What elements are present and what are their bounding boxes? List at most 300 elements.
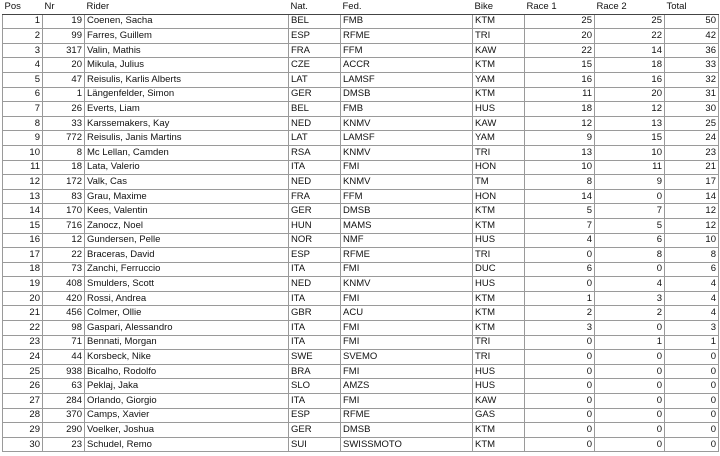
cell-fed: SVEMO <box>341 350 473 365</box>
header-bike: Bike <box>473 0 525 14</box>
cell-rider: Peklaj, Jaka <box>85 379 289 394</box>
table-row <box>3 175 719 190</box>
cell-rider: Valin, Mathis <box>85 43 289 58</box>
cell-rider: Schudel, Remo <box>85 437 289 452</box>
cell-race2: 0 <box>595 437 665 452</box>
cell-rider: Coenen, Sacha <box>85 14 289 29</box>
cell-nr: 44 <box>43 350 85 365</box>
cell-nr: 98 <box>43 321 85 336</box>
cell-race1: 0 <box>525 277 595 292</box>
cell-race2: 12 <box>595 102 665 117</box>
cell-total: 10 <box>665 233 719 248</box>
cell-total: 24 <box>665 131 719 146</box>
cell-nat: NED <box>289 277 341 292</box>
cell-pos: 4 <box>3 58 43 73</box>
cell-rider: Camps, Xavier <box>85 408 289 423</box>
cell-race1: 15 <box>525 58 595 73</box>
table-row <box>3 218 719 233</box>
cell-total: 12 <box>665 218 719 233</box>
cell-nr: 63 <box>43 379 85 394</box>
cell-nat: ITA <box>289 262 341 277</box>
cell-nat: NED <box>289 116 341 131</box>
cell-bike: TRI <box>473 145 525 160</box>
cell-fed: FMB <box>341 102 473 117</box>
cell-nat: FRA <box>289 189 341 204</box>
cell-nat: GER <box>289 204 341 219</box>
cell-nr: 12 <box>43 233 85 248</box>
cell-bike: KTM <box>473 291 525 306</box>
cell-race2: 0 <box>595 423 665 438</box>
cell-fed: DMSB <box>341 204 473 219</box>
cell-race1: 18 <box>525 102 595 117</box>
cell-total: 42 <box>665 29 719 44</box>
table-row <box>3 306 719 321</box>
header-total: Total <box>665 0 719 14</box>
cell-nat: BEL <box>289 14 341 29</box>
cell-nr: 47 <box>43 72 85 87</box>
cell-nr: 26 <box>43 102 85 117</box>
cell-bike: TRI <box>473 335 525 350</box>
cell-rider: Zanchi, Ferruccio <box>85 262 289 277</box>
cell-race2: 0 <box>595 189 665 204</box>
table-row <box>3 131 719 146</box>
cell-total: 0 <box>665 364 719 379</box>
cell-pos: 9 <box>3 131 43 146</box>
cell-rider: Everts, Liam <box>85 102 289 117</box>
cell-pos: 21 <box>3 306 43 321</box>
cell-total: 23 <box>665 145 719 160</box>
cell-pos: 27 <box>3 394 43 409</box>
cell-total: 8 <box>665 248 719 263</box>
table-row <box>3 189 719 204</box>
cell-total: 50 <box>665 14 719 29</box>
table-row <box>3 321 719 336</box>
cell-race2: 5 <box>595 218 665 233</box>
cell-fed: FMI <box>341 160 473 175</box>
cell-race2: 22 <box>595 29 665 44</box>
cell-pos: 7 <box>3 102 43 117</box>
cell-rider: Grau, Maxime <box>85 189 289 204</box>
cell-race1: 7 <box>525 218 595 233</box>
table-row <box>3 248 719 263</box>
table-row <box>3 72 719 87</box>
cell-nr: 33 <box>43 116 85 131</box>
header-row <box>3 0 719 14</box>
cell-bike: HON <box>473 189 525 204</box>
cell-total: 4 <box>665 306 719 321</box>
cell-fed: LAMSF <box>341 72 473 87</box>
cell-total: 33 <box>665 58 719 73</box>
cell-fed: FMB <box>341 14 473 29</box>
cell-total: 17 <box>665 175 719 190</box>
cell-fed: FMI <box>341 321 473 336</box>
cell-race1: 22 <box>525 43 595 58</box>
cell-nr: 170 <box>43 204 85 219</box>
cell-race2: 3 <box>595 291 665 306</box>
cell-race1: 6 <box>525 262 595 277</box>
cell-nat: HUN <box>289 218 341 233</box>
table-row <box>3 102 719 117</box>
cell-rider: Zanocz, Noel <box>85 218 289 233</box>
cell-race2: 0 <box>595 262 665 277</box>
cell-fed: SWISSMOTO <box>341 437 473 452</box>
cell-bike: TRI <box>473 350 525 365</box>
cell-fed: RFME <box>341 408 473 423</box>
cell-rider: Mc Lellan, Camden <box>85 145 289 160</box>
cell-bike: KTM <box>473 58 525 73</box>
cell-bike: KTM <box>473 218 525 233</box>
cell-pos: 18 <box>3 262 43 277</box>
cell-race1: 5 <box>525 204 595 219</box>
cell-pos: 19 <box>3 277 43 292</box>
cell-race1: 12 <box>525 116 595 131</box>
cell-nr: 408 <box>43 277 85 292</box>
cell-pos: 11 <box>3 160 43 175</box>
cell-fed: KNMV <box>341 175 473 190</box>
cell-nr: 716 <box>43 218 85 233</box>
table-row <box>3 437 719 452</box>
cell-nr: 420 <box>43 291 85 306</box>
cell-race2: 16 <box>595 72 665 87</box>
cell-rider: Rossi, Andrea <box>85 291 289 306</box>
cell-total: 0 <box>665 408 719 423</box>
cell-total: 36 <box>665 43 719 58</box>
table-row <box>3 204 719 219</box>
cell-race2: 0 <box>595 394 665 409</box>
cell-fed: RFME <box>341 29 473 44</box>
cell-bike: KTM <box>473 306 525 321</box>
cell-race1: 2 <box>525 306 595 321</box>
cell-nat: SWE <box>289 350 341 365</box>
cell-pos: 25 <box>3 364 43 379</box>
cell-race2: 10 <box>595 145 665 160</box>
cell-total: 32 <box>665 72 719 87</box>
table-row <box>3 335 719 350</box>
cell-race2: 15 <box>595 131 665 146</box>
cell-pos: 30 <box>3 437 43 452</box>
cell-nr: 83 <box>43 189 85 204</box>
cell-bike: KTM <box>473 87 525 102</box>
cell-race1: 0 <box>525 408 595 423</box>
cell-nat: ESP <box>289 248 341 263</box>
cell-bike: KAW <box>473 116 525 131</box>
cell-race1: 3 <box>525 321 595 336</box>
table-row <box>3 277 719 292</box>
cell-rider: Korsbeck, Nike <box>85 350 289 365</box>
cell-rider: Orlando, Giorgio <box>85 394 289 409</box>
cell-rider: Mikula, Julius <box>85 58 289 73</box>
cell-bike: KTM <box>473 321 525 336</box>
cell-nat: GBR <box>289 306 341 321</box>
cell-pos: 1 <box>3 14 43 29</box>
header-pos: Pos <box>3 0 43 14</box>
cell-total: 6 <box>665 262 719 277</box>
cell-race1: 11 <box>525 87 595 102</box>
cell-total: 30 <box>665 102 719 117</box>
cell-race2: 0 <box>595 364 665 379</box>
cell-bike: HUS <box>473 277 525 292</box>
cell-fed: FMI <box>341 262 473 277</box>
cell-pos: 6 <box>3 87 43 102</box>
cell-race1: 0 <box>525 394 595 409</box>
cell-nat: NED <box>289 175 341 190</box>
cell-fed: FFM <box>341 189 473 204</box>
cell-nr: 18 <box>43 160 85 175</box>
cell-race2: 0 <box>595 408 665 423</box>
cell-race2: 18 <box>595 58 665 73</box>
cell-race2: 0 <box>595 379 665 394</box>
cell-nat: SUI <box>289 437 341 452</box>
cell-pos: 2 <box>3 29 43 44</box>
cell-nat: SLO <box>289 379 341 394</box>
cell-race2: 20 <box>595 87 665 102</box>
cell-race2: 1 <box>595 335 665 350</box>
cell-rider: Reisulis, Karlis Alberts <box>85 72 289 87</box>
cell-rider: Gundersen, Pelle <box>85 233 289 248</box>
cell-nat: ITA <box>289 394 341 409</box>
table-row <box>3 58 719 73</box>
cell-pos: 5 <box>3 72 43 87</box>
cell-race1: 0 <box>525 335 595 350</box>
cell-bike: YAM <box>473 72 525 87</box>
cell-fed: MAMS <box>341 218 473 233</box>
cell-nr: 317 <box>43 43 85 58</box>
cell-bike: HON <box>473 160 525 175</box>
cell-bike: TRI <box>473 29 525 44</box>
cell-fed: FMI <box>341 291 473 306</box>
header-race1: Race 1 <box>525 0 595 14</box>
cell-race1: 25 <box>525 14 595 29</box>
cell-race1: 1 <box>525 291 595 306</box>
cell-nr: 71 <box>43 335 85 350</box>
results-body <box>3 14 719 452</box>
cell-race2: 6 <box>595 233 665 248</box>
cell-fed: DMSB <box>341 87 473 102</box>
cell-race2: 2 <box>595 306 665 321</box>
cell-nr: 370 <box>43 408 85 423</box>
cell-nat: BRA <box>289 364 341 379</box>
cell-nr: 456 <box>43 306 85 321</box>
cell-nat: ITA <box>289 321 341 336</box>
cell-rider: Valk, Cas <box>85 175 289 190</box>
cell-race1: 8 <box>525 175 595 190</box>
cell-race2: 8 <box>595 248 665 263</box>
table-row <box>3 116 719 131</box>
cell-race1: 10 <box>525 160 595 175</box>
cell-rider: Farres, Guillem <box>85 29 289 44</box>
cell-total: 0 <box>665 394 719 409</box>
cell-nat: ITA <box>289 291 341 306</box>
cell-pos: 29 <box>3 423 43 438</box>
cell-fed: AMZS <box>341 379 473 394</box>
cell-race1: 0 <box>525 379 595 394</box>
cell-race2: 14 <box>595 43 665 58</box>
cell-total: 25 <box>665 116 719 131</box>
cell-total: 3 <box>665 321 719 336</box>
cell-nat: FRA <box>289 43 341 58</box>
cell-pos: 3 <box>3 43 43 58</box>
cell-nr: 1 <box>43 87 85 102</box>
cell-nat: BEL <box>289 102 341 117</box>
cell-bike: KTM <box>473 423 525 438</box>
cell-bike: KAW <box>473 43 525 58</box>
cell-fed: KNMV <box>341 277 473 292</box>
cell-total: 14 <box>665 189 719 204</box>
cell-pos: 28 <box>3 408 43 423</box>
cell-total: 0 <box>665 423 719 438</box>
cell-nr: 772 <box>43 131 85 146</box>
cell-nr: 938 <box>43 364 85 379</box>
table-row <box>3 145 719 160</box>
cell-fed: KNMV <box>341 145 473 160</box>
cell-pos: 22 <box>3 321 43 336</box>
cell-fed: DMSB <box>341 423 473 438</box>
cell-race1: 0 <box>525 437 595 452</box>
cell-pos: 10 <box>3 145 43 160</box>
cell-bike: HUS <box>473 364 525 379</box>
cell-nat: RSA <box>289 145 341 160</box>
cell-fed: ACCR <box>341 58 473 73</box>
cell-fed: FMI <box>341 335 473 350</box>
cell-bike: YAM <box>473 131 525 146</box>
cell-race1: 0 <box>525 364 595 379</box>
table-row <box>3 379 719 394</box>
cell-nat: LAT <box>289 72 341 87</box>
header-nat: Nat. <box>289 0 341 14</box>
cell-total: 4 <box>665 277 719 292</box>
cell-rider: Voelker, Joshua <box>85 423 289 438</box>
cell-bike: HUS <box>473 102 525 117</box>
cell-fed: NMF <box>341 233 473 248</box>
cell-race1: 14 <box>525 189 595 204</box>
cell-fed: ACU <box>341 306 473 321</box>
cell-nr: 284 <box>43 394 85 409</box>
cell-nat: CZE <box>289 58 341 73</box>
cell-pos: 16 <box>3 233 43 248</box>
cell-race2: 13 <box>595 116 665 131</box>
table-row <box>3 394 719 409</box>
cell-bike: HUS <box>473 233 525 248</box>
cell-rider: Lata, Valerio <box>85 160 289 175</box>
cell-nat: NOR <box>289 233 341 248</box>
cell-race2: 0 <box>595 321 665 336</box>
cell-total: 0 <box>665 350 719 365</box>
cell-bike: KAW <box>473 394 525 409</box>
cell-pos: 14 <box>3 204 43 219</box>
cell-nr: 172 <box>43 175 85 190</box>
cell-total: 0 <box>665 437 719 452</box>
cell-rider: Kees, Valentin <box>85 204 289 219</box>
cell-race1: 0 <box>525 350 595 365</box>
cell-nr: 8 <box>43 145 85 160</box>
cell-rider: Karssemakers, Kay <box>85 116 289 131</box>
cell-nat: GER <box>289 87 341 102</box>
cell-total: 12 <box>665 204 719 219</box>
cell-bike: HUS <box>473 379 525 394</box>
cell-bike: DUC <box>473 262 525 277</box>
header-fed: Fed. <box>341 0 473 14</box>
cell-race1: 4 <box>525 233 595 248</box>
cell-nr: 73 <box>43 262 85 277</box>
cell-total: 31 <box>665 87 719 102</box>
table-row <box>3 87 719 102</box>
cell-rider: Bicalho, Rodolfo <box>85 364 289 379</box>
cell-fed: RFME <box>341 248 473 263</box>
cell-rider: Colmer, Ollie <box>85 306 289 321</box>
results-table <box>2 0 719 452</box>
cell-nr: 23 <box>43 437 85 452</box>
cell-fed: FFM <box>341 43 473 58</box>
cell-fed: KNMV <box>341 116 473 131</box>
cell-race1: 20 <box>525 29 595 44</box>
cell-rider: Braceras, David <box>85 248 289 263</box>
cell-fed: LAMSF <box>341 131 473 146</box>
cell-pos: 13 <box>3 189 43 204</box>
cell-race1: 16 <box>525 72 595 87</box>
cell-pos: 24 <box>3 350 43 365</box>
cell-total: 1 <box>665 335 719 350</box>
cell-race1: 0 <box>525 248 595 263</box>
header-nr: Nr <box>43 0 85 14</box>
table-row <box>3 160 719 175</box>
cell-bike: TRI <box>473 248 525 263</box>
table-row <box>3 29 719 44</box>
cell-rider: Smulders, Scott <box>85 277 289 292</box>
cell-bike: KTM <box>473 204 525 219</box>
cell-bike: GAS <box>473 408 525 423</box>
cell-bike: KTM <box>473 437 525 452</box>
cell-race1: 13 <box>525 145 595 160</box>
cell-race2: 4 <box>595 277 665 292</box>
table-row <box>3 350 719 365</box>
table-row <box>3 291 719 306</box>
cell-pos: 17 <box>3 248 43 263</box>
cell-rider: Reisulis, Janis Martins <box>85 131 289 146</box>
header-race2: Race 2 <box>595 0 665 14</box>
cell-nr: 20 <box>43 58 85 73</box>
cell-nat: GER <box>289 423 341 438</box>
cell-nat: ITA <box>289 335 341 350</box>
cell-race2: 7 <box>595 204 665 219</box>
table-row <box>3 408 719 423</box>
cell-rider: Bennati, Morgan <box>85 335 289 350</box>
cell-pos: 20 <box>3 291 43 306</box>
table-row <box>3 423 719 438</box>
cell-fed: FMI <box>341 364 473 379</box>
cell-pos: 15 <box>3 218 43 233</box>
table-row <box>3 14 719 29</box>
table-row <box>3 364 719 379</box>
cell-race2: 0 <box>595 350 665 365</box>
cell-nat: LAT <box>289 131 341 146</box>
table-row <box>3 262 719 277</box>
cell-rider: Gaspari, Alessandro <box>85 321 289 336</box>
cell-pos: 12 <box>3 175 43 190</box>
cell-race2: 11 <box>595 160 665 175</box>
header-rider: Rider <box>85 0 289 14</box>
cell-race1: 9 <box>525 131 595 146</box>
table-row <box>3 43 719 58</box>
cell-nr: 22 <box>43 248 85 263</box>
cell-total: 0 <box>665 379 719 394</box>
cell-rider: Längenfelder, Simon <box>85 87 289 102</box>
cell-pos: 23 <box>3 335 43 350</box>
cell-total: 21 <box>665 160 719 175</box>
cell-pos: 8 <box>3 116 43 131</box>
cell-pos: 26 <box>3 379 43 394</box>
cell-nat: ITA <box>289 160 341 175</box>
cell-fed: FMI <box>341 394 473 409</box>
